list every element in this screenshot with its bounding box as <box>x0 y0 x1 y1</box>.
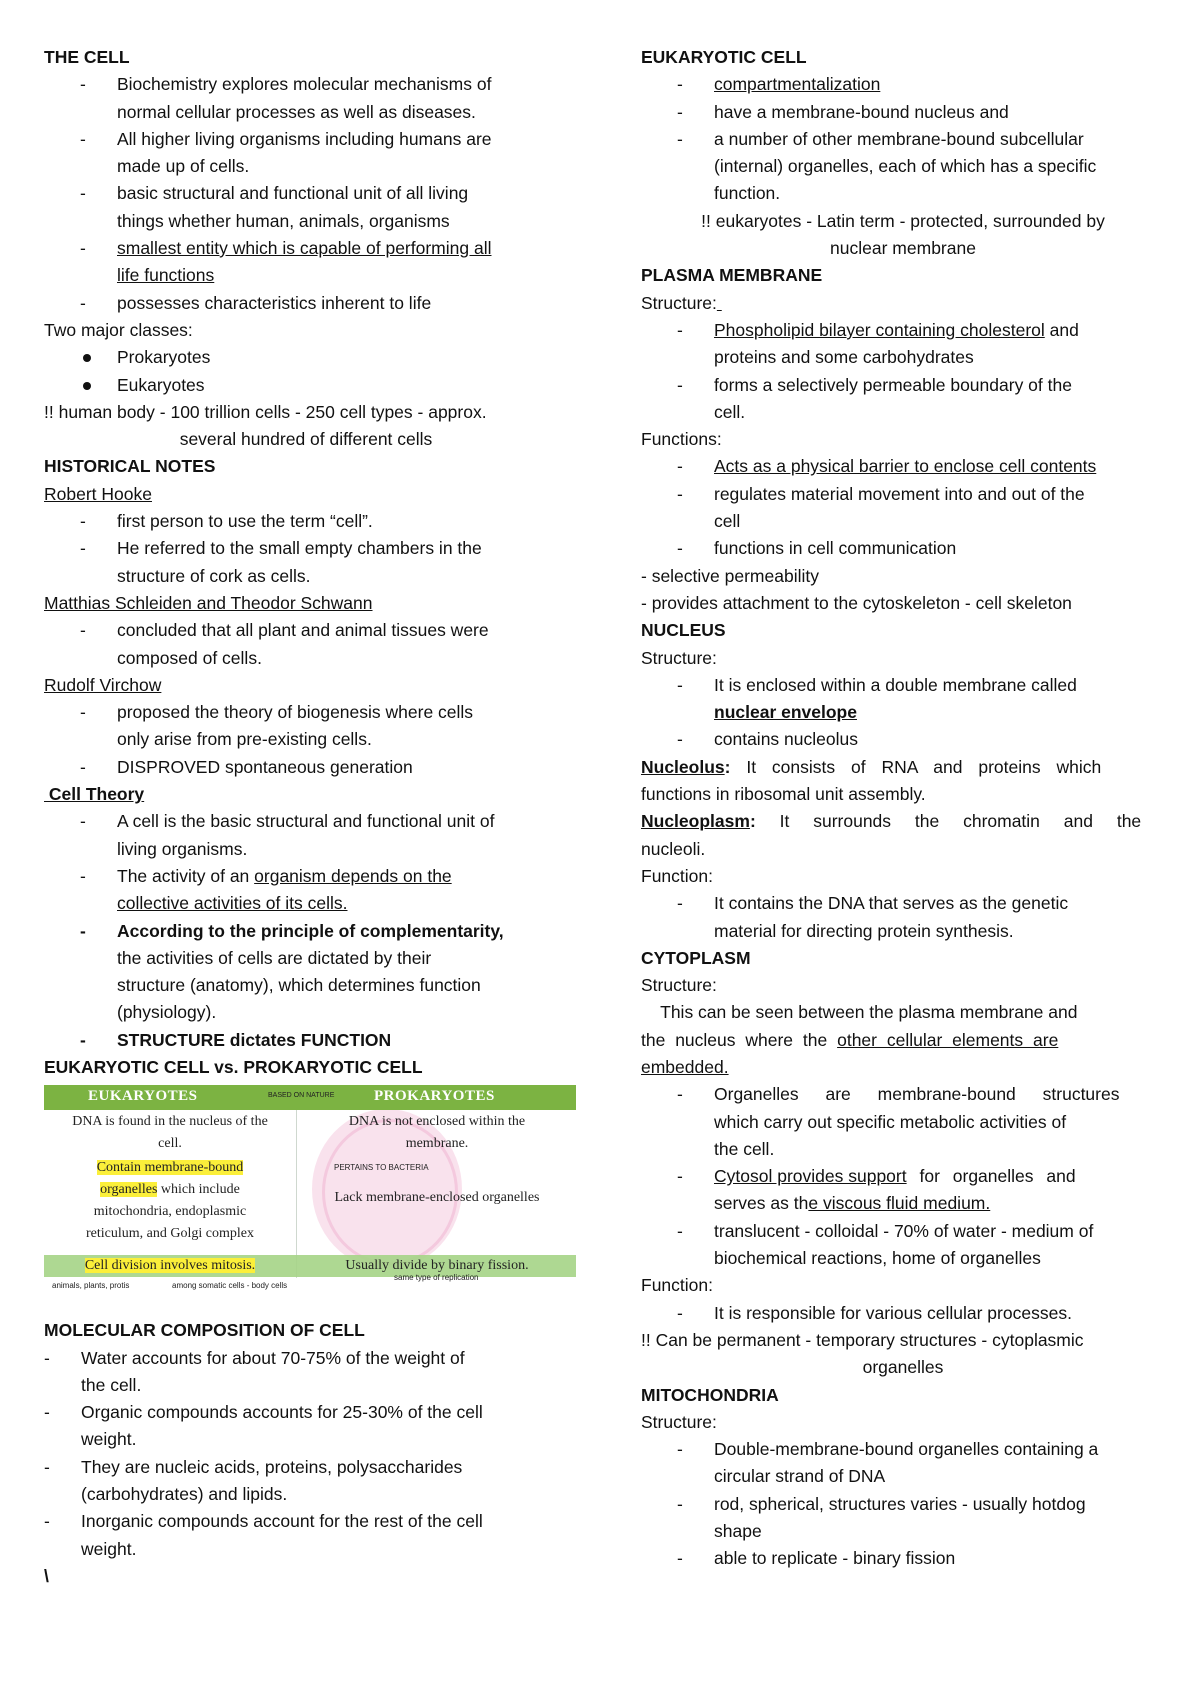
list-item <box>44 535 568 590</box>
list-item <box>44 918 568 1027</box>
text-line: Organelles are membrane-bound structures <box>714 1084 1120 1105</box>
text-line: the cell. <box>714 1138 775 1159</box>
text-line: Inorganic compounds account for the rest of the cell <box>81 1511 483 1532</box>
text-span: Cytosol provides support <box>714 1166 907 1187</box>
text-line: Double-membrane-bound organelles containing a <box>714 1439 1099 1460</box>
dash-marker: - <box>80 538 86 559</box>
dash-marker: - <box>677 456 683 477</box>
dash-marker: - <box>80 620 86 641</box>
text-line: smallest entity which is capable of performing all <box>117 238 492 259</box>
list-item <box>641 1491 1165 1546</box>
list-item <box>44 699 568 754</box>
list-item <box>641 453 1165 480</box>
paragraph-line <box>641 1027 1165 1054</box>
list-item <box>641 1300 1165 1327</box>
text-line: nuclear envelope <box>714 702 857 723</box>
text-span: The activity of an <box>117 865 255 886</box>
text-line: circular strand of DNA <box>714 1466 886 1487</box>
text-line: nucleoli. <box>641 838 706 859</box>
text-line: Water accounts for about 70-75% of the weight of <box>81 1347 465 1368</box>
text-line: translucent - colloidal - 70% of water - medium of <box>714 1220 1094 1241</box>
list-item <box>44 290 568 317</box>
list-item <box>44 617 568 672</box>
heading-eukaryotic-cell: EUKARYOTIC CELL <box>641 47 807 67</box>
dash-marker: - <box>677 483 683 504</box>
list-item <box>44 754 568 781</box>
dash-marker: - <box>80 756 86 777</box>
text-line: functions in cell communication <box>714 538 957 559</box>
term: Nucleoplasm <box>641 811 750 832</box>
text-span: It consists of RNA and proteins which <box>730 756 1102 777</box>
list-item <box>641 1163 1165 1218</box>
function-label: Function: <box>641 1275 713 1296</box>
text-span: serves as th <box>714 1193 809 1214</box>
dash-marker: - <box>80 811 86 832</box>
structure-label: Structure: <box>641 975 717 996</box>
dash-marker: - <box>677 1439 683 1460</box>
text-line: contains nucleolus <box>714 729 858 750</box>
text-line: material for directing protein synthesis. <box>714 920 1014 941</box>
dash-marker: - <box>677 1302 683 1323</box>
list-item <box>641 126 1165 208</box>
text-line: structure (anatomy), which determines function <box>117 975 481 996</box>
note-line: organelles <box>862 1357 944 1378</box>
dash-marker: - <box>677 1493 683 1514</box>
cell-r3-left <box>44 1255 296 1277</box>
text-line: the activities of cells are dictated by their <box>117 947 432 968</box>
note-line: !! Can be permanent - temporary structures - cytoplasmic <box>641 1329 1084 1350</box>
annotation-foot: among somatic cells - body cells <box>172 1281 288 1291</box>
text-line: the cell. <box>81 1374 142 1395</box>
header-mid-note: BASED ON NATURE <box>268 1092 335 1100</box>
heading-comparison: EUKARYOTIC CELL vs. PROKARYOTIC CELL <box>44 1056 423 1077</box>
spacer <box>44 1297 568 1317</box>
text-line: Acts as a physical barrier to enclose cell contents <box>714 456 1097 477</box>
function-label: Function: <box>641 865 713 886</box>
text-line: DNA is found in the nucleus of the <box>72 1114 268 1130</box>
list-item <box>641 71 1165 98</box>
list-item <box>641 317 1165 372</box>
list-item <box>44 1508 568 1563</box>
text-line: only arise from pre-existing cells. <box>117 729 372 750</box>
header-eukaryotes: EUKARYOTES <box>88 1088 198 1105</box>
text-line: It is enclosed within a double membrane called <box>714 674 1077 695</box>
extra-line: - provides attachment to the cytoskeleton - cell skeleton <box>641 592 1072 613</box>
text-line: (carbohydrates) and lipids. <box>81 1484 288 1505</box>
text-line: concluded that all plant and animal tissues were <box>117 620 489 641</box>
text-line: Prokaryotes <box>117 347 211 368</box>
text-line: normal cellular processes as well as diseases. <box>117 101 476 122</box>
functions-label: Functions: <box>641 429 722 450</box>
dash-marker: - <box>677 74 683 95</box>
text-span: Structure: <box>641 292 717 313</box>
list-item <box>44 180 568 235</box>
dash-marker: - <box>677 1084 683 1105</box>
text-line: basic structural and functional unit of all living <box>117 183 469 204</box>
text-span: organism depends on the <box>254 865 452 886</box>
highlighted-text: organelles <box>100 1182 158 1198</box>
text-line: which carry out specific metabolic activities of <box>714 1111 1067 1132</box>
dash-marker: - <box>44 1402 50 1423</box>
list-item <box>44 235 568 290</box>
dash-marker: - <box>677 1548 683 1569</box>
text-line: structure of cork as cells. <box>117 565 311 586</box>
text-line: STRUCTURE dictates FUNCTION <box>117 1029 392 1050</box>
bullet-item <box>44 372 568 399</box>
text-span: : <box>749 811 756 832</box>
highlighted-text: Cell division involves mitosis. <box>84 1258 256 1274</box>
text-line: regulates material movement into and out of the <box>714 483 1085 504</box>
table-divider <box>296 1110 297 1278</box>
text-line: living organisms. <box>117 838 248 859</box>
annotation-foot: same type of replication <box>394 1273 479 1283</box>
cell-r2-right <box>298 1187 576 1209</box>
bullet-dot-icon <box>83 382 91 390</box>
text-line: Eukaryotes <box>117 374 205 395</box>
classes-label: Two major classes: <box>44 319 193 340</box>
text-line: composed of cells. <box>117 647 262 668</box>
list-item <box>44 126 568 181</box>
dash-marker: - <box>677 374 683 395</box>
text-span: : <box>724 756 731 777</box>
list-item <box>641 1545 1165 1572</box>
text-line: forms a selectively permeable boundary of the <box>714 374 1072 395</box>
text-line: biochemical reactions, home of organelles <box>714 1248 1041 1269</box>
text-line: Biochemistry explores molecular mechanisms of <box>117 74 492 95</box>
text-line: a number of other membrane-bound subcellular <box>714 128 1084 149</box>
dash-marker: - <box>677 101 683 122</box>
text-line: functions in ribosomal unit assembly. <box>641 784 926 805</box>
list-item <box>641 481 1165 536</box>
dash-marker: - <box>677 128 683 149</box>
text-span: other cellular elements are <box>837 1029 1059 1050</box>
text-line: function. <box>714 183 781 204</box>
heading-molecular: MOLECULAR COMPOSITION OF CELL <box>44 1320 365 1341</box>
text-line: shape <box>714 1521 762 1542</box>
text-span: e viscous fluid medium. <box>808 1193 991 1214</box>
text-line: They are nucleic acids, proteins, polysaccharides <box>81 1456 463 1477</box>
dash-marker: - <box>44 1511 50 1532</box>
list-item <box>641 535 1165 562</box>
note-line: nuclear membrane <box>830 238 976 259</box>
table-header <box>44 1085 576 1110</box>
definition-nucleolus <box>641 754 1165 809</box>
term: Nucleolus <box>641 756 725 777</box>
definition-nucleoplasm <box>641 808 1165 863</box>
list-item <box>44 1027 568 1054</box>
text-line: (internal) organelles, each of which has a specific <box>714 156 1097 177</box>
list-item <box>44 508 568 535</box>
text-line: weight. <box>81 1538 137 1559</box>
dash-marker: - <box>80 1029 86 1050</box>
text-line: It is responsible for various cellular processes. <box>714 1302 1072 1323</box>
text-line: He referred to the small empty chambers in the <box>117 538 482 559</box>
paragraph-line: embedded. <box>641 1056 729 1077</box>
text-line: membrane. <box>405 1136 469 1152</box>
bullet-dot-icon <box>83 354 91 362</box>
cell-r1-left <box>44 1111 296 1155</box>
note-line: !! eukaryotes - Latin term - protected, surrounded by <box>701 210 1105 231</box>
text-line: Organic compounds accounts for 25-30% of the cell <box>81 1402 483 1423</box>
stray-backslash: \ <box>44 1565 49 1586</box>
subheading-hooke: Robert Hooke <box>44 483 152 504</box>
comparison-table-image <box>44 1085 576 1297</box>
text-span: Phospholipid bilayer containing cholesterol <box>714 319 1045 340</box>
list-item <box>641 1436 1165 1491</box>
bullet-item <box>44 344 568 371</box>
text-span: the principle of complementarity, <box>229 920 504 941</box>
text-line: proposed the theory of biogenesis where cells <box>117 702 474 723</box>
dash-marker: - <box>677 319 683 340</box>
note-line: several hundred of different cells <box>179 429 433 450</box>
text-line: Lack membrane-enclosed organelles <box>334 1190 540 1206</box>
dash-marker: - <box>44 1347 50 1368</box>
text-line: able to replicate - binary fission <box>714 1548 956 1569</box>
text-line: possesses characteristics inherent to life <box>117 292 432 313</box>
list-item <box>641 1218 1165 1273</box>
dash-marker: - <box>80 865 86 886</box>
annotation-foot: animals, plants, protis <box>52 1281 130 1291</box>
text-line: life functions <box>117 265 215 286</box>
cell-r1-right <box>298 1111 576 1155</box>
note-line: !! human body - 100 trillion cells - 250 cell types - approx. <box>44 401 487 422</box>
dash-marker: - <box>677 729 683 750</box>
text-line: rod, spherical, structures varies - usually hotdog <box>714 1493 1086 1514</box>
heading-plasma-membrane: PLASMA MEMBRANE <box>641 265 823 286</box>
text-line: All higher living organisms including humans are <box>117 128 492 149</box>
heading-cell-theory: Cell Theory <box>44 784 145 805</box>
text-line: collective activities of its cells. <box>117 893 348 914</box>
text-span: and <box>1044 319 1079 340</box>
left-column <box>44 44 568 1590</box>
text-line: things whether human, animals, organisms <box>117 210 450 231</box>
list-item <box>641 672 1165 727</box>
heading-historical-notes: HISTORICAL NOTES <box>44 456 216 477</box>
dash-marker: - <box>677 538 683 559</box>
dash-marker: - <box>80 238 86 259</box>
text-line: weight. <box>81 1429 137 1450</box>
dash-marker: - <box>80 511 86 532</box>
dash-marker: - <box>80 920 86 941</box>
text-line: cell <box>714 511 741 532</box>
text-line: made up of cells. <box>117 156 250 177</box>
structure-label: Structure: <box>641 647 717 668</box>
list-item <box>44 863 568 918</box>
subheading-virchow: Rudolf Virchow <box>44 674 162 695</box>
cell-r2-left <box>44 1157 296 1245</box>
dash-marker: - <box>80 292 86 313</box>
list-item <box>44 1454 568 1509</box>
extra-line: - selective permeability <box>641 565 819 586</box>
structure-label: Structure: <box>641 1411 717 1432</box>
text-line: reticulum, and Golgi complex <box>86 1226 254 1242</box>
annotation-bacteria: PERTAINS TO BACTERIA <box>334 1163 429 1173</box>
heading-mitochondria: MITOCHONDRIA <box>641 1384 779 1405</box>
text-span: for organelles and <box>906 1166 1076 1187</box>
heading-nucleus: NUCLEUS <box>641 620 726 641</box>
text-span: the nucleus where the <box>641 1029 838 1050</box>
list-item <box>641 890 1165 945</box>
dash-marker: - <box>80 183 86 204</box>
text-line: It contains the DNA that serves as the genetic <box>714 893 1069 914</box>
dash-marker: - <box>80 128 86 149</box>
list-item <box>44 808 568 863</box>
dash-marker: - <box>677 1220 683 1241</box>
text-span <box>717 293 722 313</box>
dash-marker: - <box>80 702 86 723</box>
dash-marker: - <box>44 1456 50 1477</box>
text-line: (physiology). <box>117 1002 217 1023</box>
dash-marker: - <box>677 893 683 914</box>
dash-marker: - <box>677 674 683 695</box>
heading-cytoplasm: CYTOPLASM <box>641 947 751 968</box>
subheading-schleiden: Matthias Schleiden and Theodor Schwann <box>44 592 373 613</box>
dash-marker: - <box>677 1166 683 1187</box>
text-line: DISPROVED spontaneous generation <box>117 756 413 777</box>
dash-marker: - <box>80 74 86 95</box>
list-item <box>641 372 1165 427</box>
text-line: mitochondria, endoplasmic <box>93 1204 247 1220</box>
text-line: DNA is not enclosed within the <box>348 1114 526 1130</box>
text-line: compartmentalization <box>714 74 881 95</box>
text-line: cell. <box>714 401 746 422</box>
list-item <box>44 71 568 126</box>
text-line: A cell is the basic structural and functional unit of <box>117 811 495 832</box>
text-line: Usually divide by binary fission. <box>345 1258 529 1274</box>
text-span: which include <box>157 1182 240 1198</box>
structure-label <box>641 290 1165 317</box>
text-line: cell. <box>158 1136 182 1152</box>
paragraph-line: This can be seen between the plasma membrane and <box>641 1002 1078 1023</box>
list-item <box>44 1345 568 1400</box>
text-span: According to <box>117 920 230 941</box>
list-item <box>44 1399 568 1454</box>
heading-the-cell: THE CELL <box>44 47 130 67</box>
list-item <box>641 99 1165 126</box>
highlighted-text: Contain membrane-bound <box>96 1160 244 1176</box>
right-column <box>641 44 1165 1573</box>
text-line: proteins and some carbohydrates <box>714 347 974 368</box>
text-line: have a membrane-bound nucleus and <box>714 101 1009 122</box>
header-prokaryotes: PROKARYOTES <box>374 1088 495 1105</box>
list-item <box>641 1081 1165 1163</box>
text-line: first person to use the term “cell”. <box>117 511 373 532</box>
text-span: It surrounds the chromatin and the <box>755 811 1142 832</box>
list-item <box>641 726 1165 753</box>
